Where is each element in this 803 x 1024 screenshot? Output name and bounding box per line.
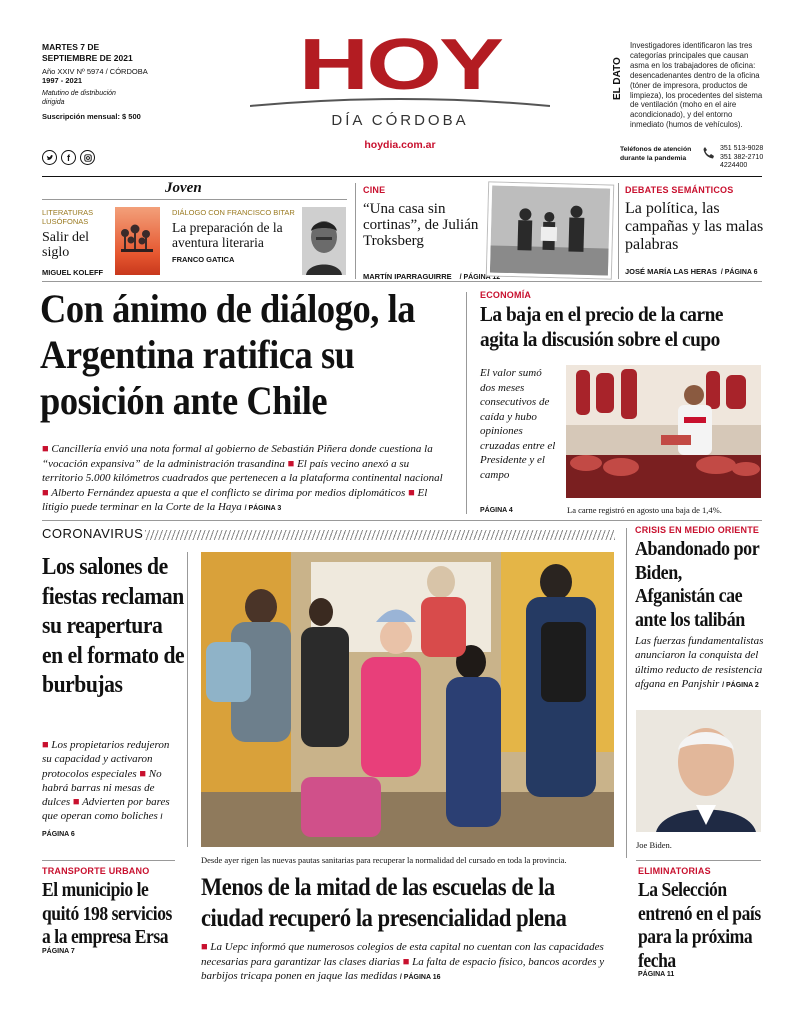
afganistan-page: / PÁGINA 2	[722, 681, 759, 689]
main-bottom-rule	[42, 520, 762, 521]
phone-list	[720, 145, 763, 171]
main-summary	[42, 442, 452, 517]
phone-icon	[702, 146, 716, 165]
coronavirus-hatch	[145, 530, 615, 540]
logo-subtitle: DÍA CÓRDOBA	[331, 112, 469, 129]
eliminatorias-story[interactable]	[638, 866, 766, 978]
joven-title-2: La preparación de la aventura literaria	[172, 220, 283, 250]
salones-story[interactable]	[42, 553, 192, 701]
transporte-kicker: TRANSPORTE URBANO	[42, 866, 150, 876]
debates-teaser[interactable]	[625, 185, 765, 279]
afganistan-story[interactable]	[635, 525, 765, 632]
issue-years: 1997 - 2021	[42, 76, 83, 85]
escuelas-summary-1: La Uepc informó que numerosos colegios de esta capital no cuentan con las capacidades necesarias para garantizar las clases diarias	[201, 941, 604, 968]
main-summary-2: El país vecino anexó a su territorio 5.000 kilómetros cuadrados que pertenecen a la plataforma continental nacional	[42, 457, 443, 484]
joven-underline	[42, 199, 347, 200]
bullet-icon: ■	[287, 457, 295, 470]
bullet-icon: ■	[42, 486, 49, 499]
phone-label: Teléfonos de atención durante la pandemia	[620, 146, 692, 162]
bullet-icon: ■	[72, 796, 80, 809]
transporte-page: PÁGINA 7	[42, 947, 75, 955]
bottom-row-rule-right	[636, 860, 761, 861]
el-dato-label	[612, 40, 626, 100]
cine-title: “Una casa sin cortinas”, de Julián Troksberg	[363, 201, 479, 249]
social-links	[42, 150, 99, 165]
cine-byline: MARTÍN IPARRAGUIRRE	[363, 272, 452, 281]
afganistan-body	[635, 634, 765, 693]
economia-kicker: ECONOMÍA	[480, 290, 532, 300]
salones-page: / PÁGINA 6	[42, 814, 163, 838]
escuelas-summary	[201, 940, 616, 986]
main-headline-text: Con ánimo de diálogo, la Argentina ratifica su posición ante Chile	[40, 286, 416, 423]
cine-film-still-image	[487, 182, 613, 278]
eliminatorias-headline: La Selección entrenó en el país para la próxima fecha	[638, 880, 761, 972]
joven-section-title: Joven	[165, 180, 202, 196]
debates-kicker: DEBATES SEMÁNTICOS	[625, 185, 734, 195]
butcher-shop-image	[566, 365, 761, 498]
joven-item-1[interactable]	[42, 208, 112, 277]
joven-kicker-1: LITERATURAS LUSÓFONAS	[42, 208, 94, 226]
afganistan-kicker: CRISIS EN MEDIO ORIENTE	[635, 525, 760, 535]
main-summary-4: El litigio puede terminar en la Corte de la Haya	[42, 486, 428, 513]
bullet-icon: ■	[201, 941, 208, 953]
economia-caption: La carne registró en agosto una baja de 1,4%.	[567, 505, 722, 515]
logo-hoy: HOY	[298, 25, 502, 105]
biden-caption: Joe Biden.	[636, 840, 672, 850]
phone-number: 351 513-9028	[720, 145, 764, 152]
issue-note: Matutino de distribución dirigida	[42, 90, 116, 106]
photo-caption: Desde ayer rigen las nuevas pautas sanitarias para recuperar la normalidad del cursado en toda la provincia.	[201, 855, 567, 865]
salones-headline: Los salones de fiestas reclaman su reapertura en el formato de burbujas	[42, 554, 185, 698]
economia-body: El valor sumó dos meses consecutivos de caída y hubo opiniones cruzadas entre el Presidente y el campo	[480, 367, 556, 481]
joven-item-2[interactable]	[172, 208, 300, 264]
debates-byline-row	[625, 261, 765, 279]
escuelas-summary-2: La falta de espacio físico, bancos acordes y barbijos tricapa ponen en jaque las medidas	[201, 955, 605, 982]
escuelas-page: / PÁGINA 16	[399, 974, 441, 981]
top-strip-bottom-rule	[42, 281, 762, 282]
joven-byline-1: MIGUEL KOLEFF	[42, 268, 104, 277]
bullet-icon: ■	[402, 955, 410, 968]
masthead-info	[42, 42, 162, 121]
main-summary-1: Cancillería envió una nota formal al gobierno de Sebastián Piñera donde cuestiona la “vocación expansiva” de la administración trasandina	[42, 443, 433, 470]
salones-summary-1: Los propietarios redujeron su capacidad y activaron protocolos especiales	[42, 739, 170, 780]
el-dato-text: Investigadores identificaron las tres categorías principales que causan asma en los trabajadores de oficina: desencadenantes dentro de la oficina (tóner de impresora, productos de limpieza), los procedentes del sistema de ventilación (moho en el aire acondicionado), y del entorno inmediato (humos de vehículos).	[630, 41, 763, 130]
eliminatorias-kicker: ELIMINATORIAS	[638, 866, 711, 876]
afganistan-body-text: Las fuerzas fundamentalistas anunciaron la conquista del último reducto de resistencia afgana en Panjshir	[635, 635, 764, 690]
logo[interactable]	[250, 25, 550, 151]
facebook-icon[interactable]: f	[61, 150, 76, 165]
salones-summary-3: Advierten por bares que operan como boliches	[42, 796, 170, 823]
cine-teaser[interactable]	[363, 185, 488, 249]
joven-title-1: Salir del siglo	[42, 230, 90, 260]
bottom-row-rule-left	[42, 860, 175, 861]
issue-edition: Año XXIV Nº 5974 / CÓRDOBA	[42, 67, 148, 76]
left-column-divider	[187, 552, 188, 847]
bullet-icon: ■	[42, 443, 49, 455]
afganistan-headline: Abandonado por Biden, Afganistán cae ante los talibán	[635, 538, 759, 631]
coronavirus-label: CORONAVIRUS	[42, 526, 144, 541]
transporte-story[interactable]	[42, 866, 182, 955]
debates-title: La política, las campañas y las malas palabras	[625, 200, 764, 253]
top-strip-divider-2	[618, 183, 619, 279]
main-headline[interactable]	[40, 286, 480, 424]
economia-headline: La baja en el precio de la carne agita la discusión sobre el cupo	[480, 302, 724, 351]
bullet-icon: ■	[139, 767, 147, 780]
debates-byline: JOSÉ MARÍA LAS HERAS	[625, 267, 717, 276]
site-url[interactable]: hoydia.com.ar	[364, 139, 436, 151]
twitter-icon[interactable]	[42, 150, 57, 165]
issue-date: MARTES 7 DE SEPTIEMBRE DE 2021	[42, 42, 133, 63]
economia-page: PÁGINA 4	[480, 507, 513, 514]
joven-kicker-2: DIÁLOGO CON FRANCISCO BITAR	[172, 208, 295, 217]
bullet-icon: ■	[408, 486, 415, 499]
cine-kicker: CINE	[363, 185, 386, 195]
phone-number: 4224400	[720, 162, 748, 169]
joven-byline-2: FRANCO GATICA	[172, 255, 235, 264]
economia-story[interactable]	[480, 290, 765, 352]
instagram-icon[interactable]	[80, 150, 95, 165]
cine-page: / PÁGINA 12	[459, 274, 501, 281]
school-students-image	[201, 552, 614, 847]
escuelas-story[interactable]	[201, 872, 621, 934]
eliminatorias-page: PÁGINA 11	[638, 971, 675, 978]
debates-page: / PÁGINA 6	[720, 269, 758, 276]
salones-summary-2: No habrá barras ni mesas de dulces	[42, 767, 162, 809]
salones-summary	[42, 738, 177, 842]
masthead-divider	[42, 176, 762, 177]
transporte-headline: El municipio le quitó 198 servicios a la empresa Ersa	[42, 880, 172, 948]
main-summary-3: Alberto Fernández apuesta a que el conflicto se dirima por medios diplomáticos	[51, 486, 406, 499]
main-page: / PÁGINA 3	[244, 505, 282, 512]
biden-portrait-image	[636, 710, 761, 832]
top-strip-divider-1	[355, 183, 356, 279]
subscription: Suscripción mensual: $ 500	[42, 112, 141, 121]
el-dato-title: EL DATO	[612, 57, 623, 100]
bullet-icon: ■	[42, 739, 49, 751]
book-cover-image	[115, 207, 160, 275]
escuelas-headline: Menos de la mitad de las escuelas de la ciudad recuperó la presencialidad plena	[201, 874, 567, 932]
right-column-divider	[626, 528, 627, 858]
main-divider-vertical	[466, 292, 467, 514]
author-portrait-image	[302, 207, 346, 275]
phone-number: 351 382-2710	[720, 153, 764, 161]
